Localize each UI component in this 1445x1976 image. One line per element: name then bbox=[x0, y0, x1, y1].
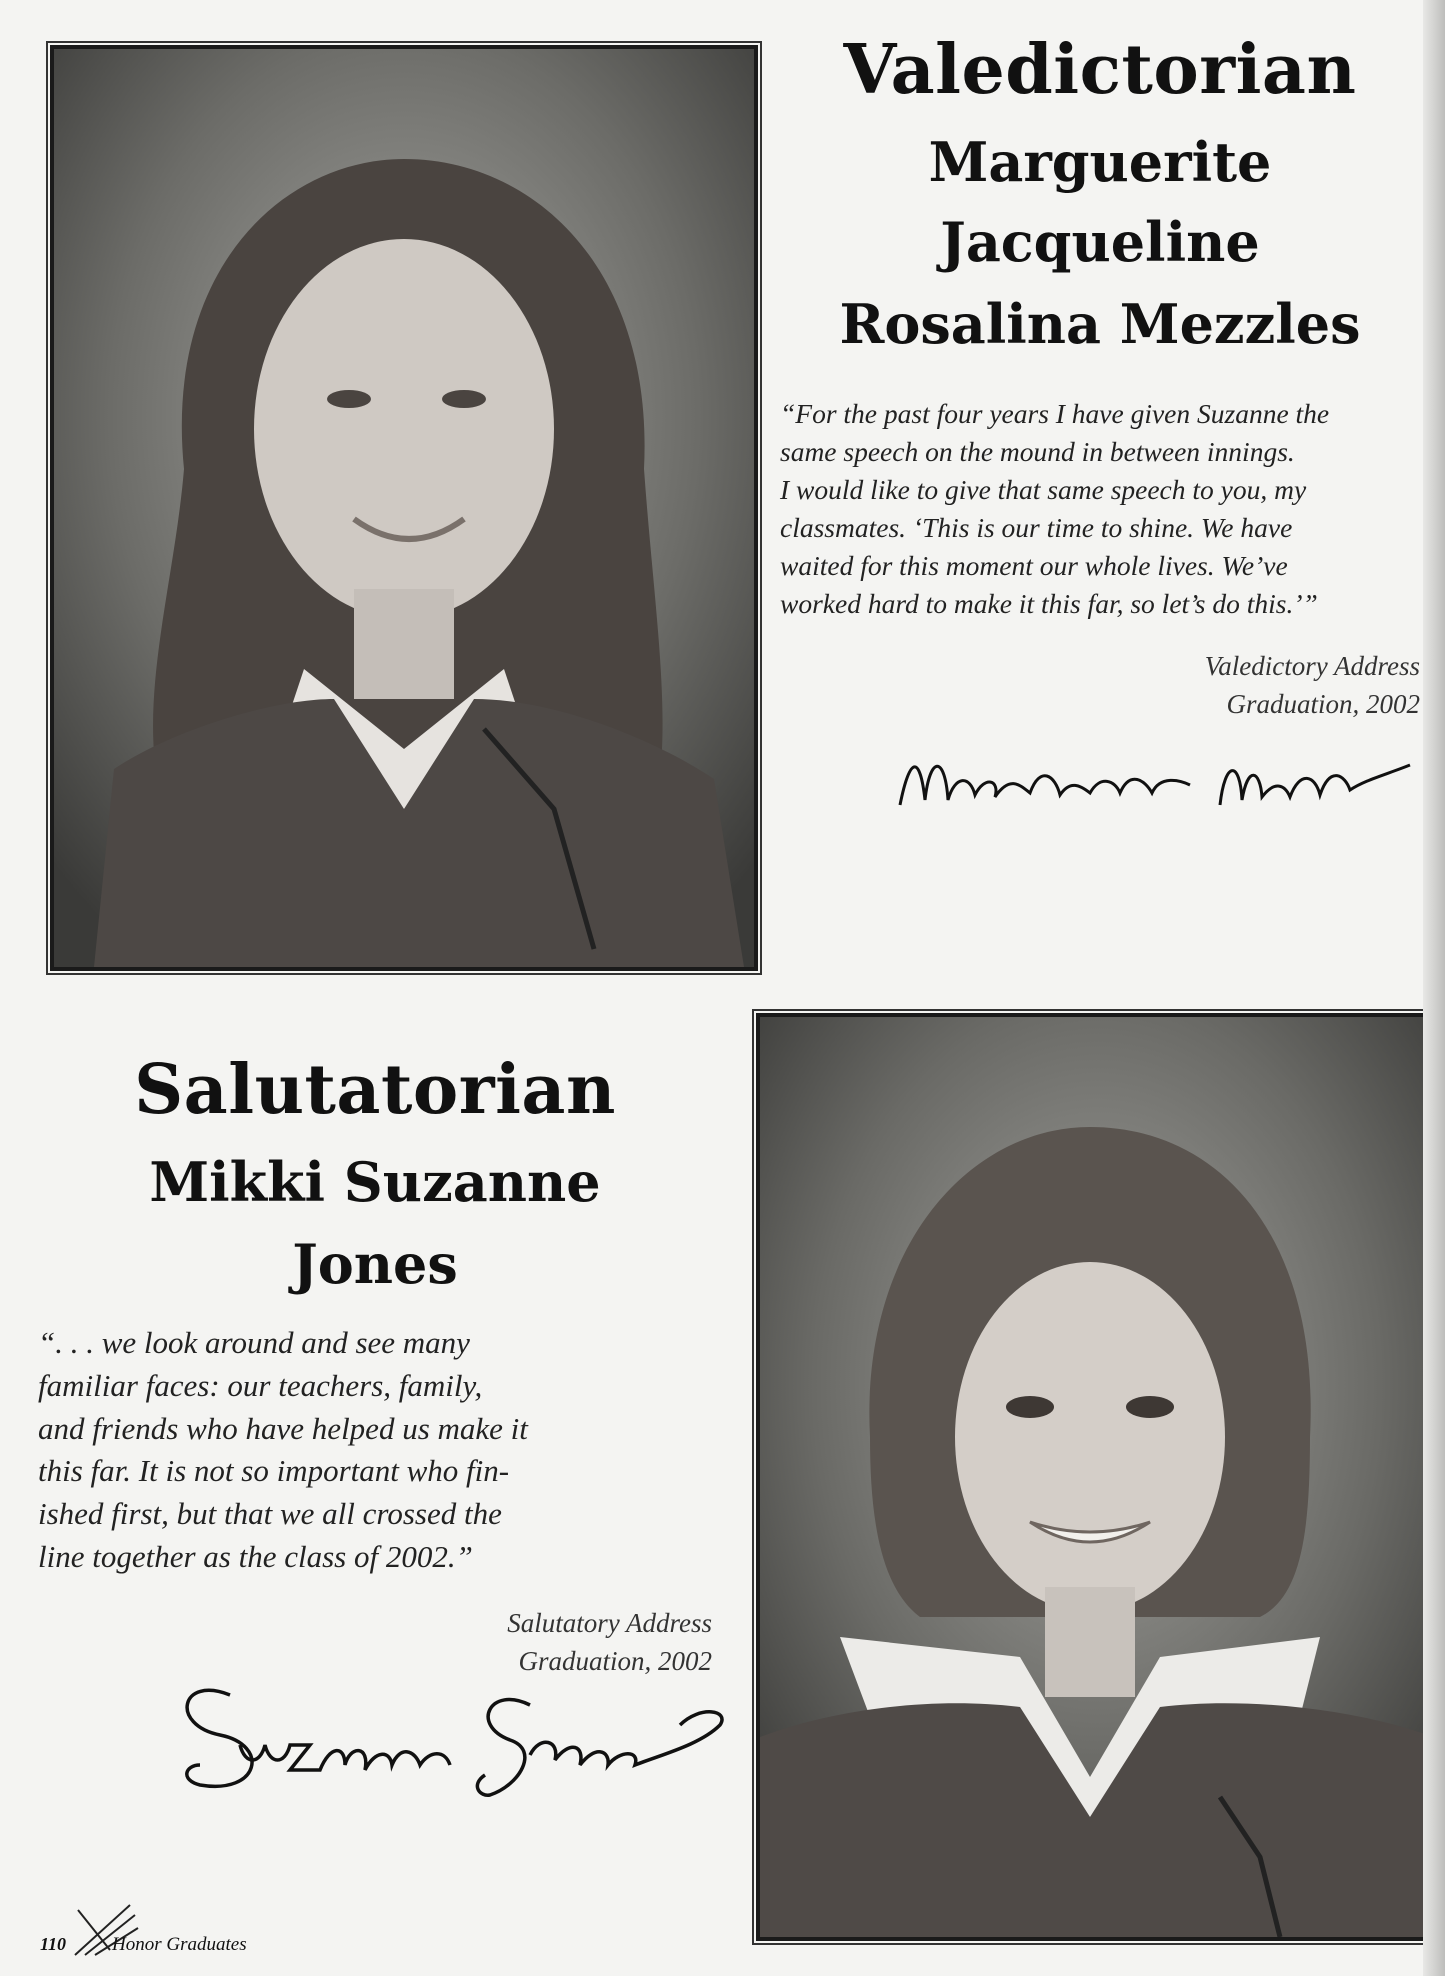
quote-line: and friends who have helped us make it bbox=[38, 1410, 528, 1446]
attribution-line: Valedictory Address bbox=[1204, 651, 1420, 681]
valedictorian-portrait-image bbox=[54, 49, 754, 967]
salutatorian-signature bbox=[160, 1665, 740, 1805]
quote-line: ished first, but that we all crossed the bbox=[38, 1496, 502, 1532]
page-footer bbox=[40, 1900, 340, 1960]
attribution-line: Graduation, 2002 bbox=[1226, 688, 1420, 719]
valedictorian-name-line-3: Rosalina Mezzles bbox=[839, 292, 1361, 356]
page-number: 110 bbox=[40, 1934, 67, 1954]
attribution-line: Graduation, 2002 bbox=[518, 1645, 712, 1676]
valedictorian-photo bbox=[50, 45, 758, 971]
valedictorian-name-line-1: Marguerite bbox=[928, 130, 1272, 194]
quote-line: familiar faces: our teachers, family, bbox=[38, 1367, 483, 1403]
quote-line: waited for this moment our whole lives. We’ve bbox=[780, 549, 1288, 581]
quote-line: “For the past four years I have given Suzanne the bbox=[780, 398, 1330, 429]
quote-line: worked hard to make it this far, so let’s do this.’” bbox=[780, 587, 1318, 619]
salutatorian-name-line-1: Mikki Suzanne bbox=[149, 1150, 601, 1214]
attribution-line: Salutatory Address bbox=[507, 1608, 712, 1638]
salutatorian-title: Salutatorian bbox=[134, 1050, 616, 1130]
salutatorian-photo bbox=[756, 1013, 1438, 1941]
valedictorian-signature bbox=[890, 735, 1420, 825]
quote-line: same speech on the mound in between innings. bbox=[780, 435, 1295, 467]
salutatorian-portrait-image bbox=[760, 1017, 1434, 1937]
valedictorian-quote bbox=[780, 395, 1420, 623]
section-name: Honor Graduates bbox=[112, 1934, 247, 1955]
valedictorian-attribution bbox=[1000, 648, 1420, 724]
quote-line: “. . . we look around and see many bbox=[38, 1325, 470, 1360]
page-gutter-shadow bbox=[1423, 0, 1445, 1976]
quote-line: this far. It is not so important who fin- bbox=[38, 1453, 510, 1489]
quote-line: classmates. ‘This is our time to shine. We have bbox=[780, 511, 1293, 543]
valedictorian-name-line-2: Jacqueline bbox=[940, 210, 1260, 274]
salutatorian-quote bbox=[38, 1322, 738, 1579]
valedictorian-title: Valedictorian bbox=[843, 30, 1357, 110]
quote-line: line together as the class of 2002.” bbox=[38, 1538, 473, 1574]
salutatorian-name-line-2: Jones bbox=[292, 1232, 458, 1296]
quote-line: I would like to give that same speech to you, my bbox=[780, 473, 1307, 505]
